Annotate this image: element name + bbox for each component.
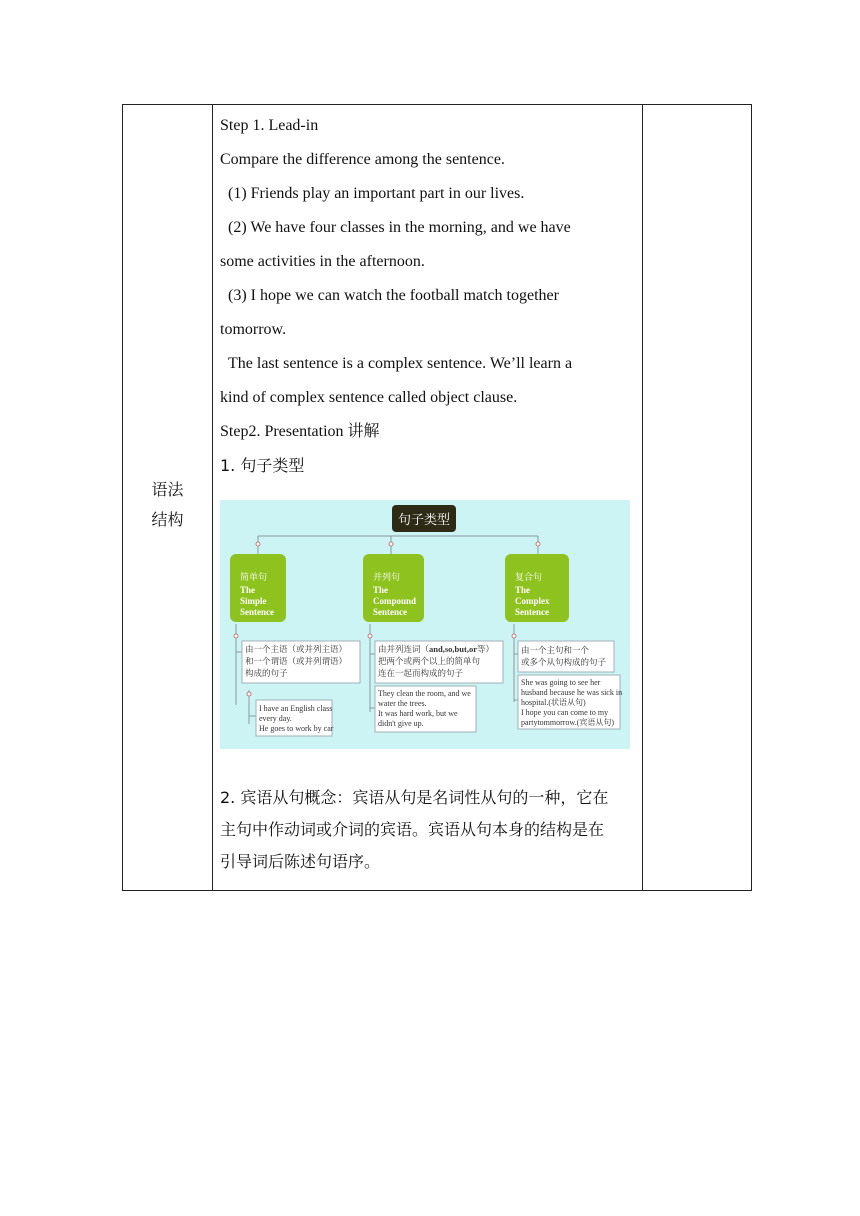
- complex-example-line: husband because he was sick in: [521, 688, 623, 697]
- complex-sentence-note: The last sentence is a complex sentence. We’ll learn a: [228, 355, 573, 372]
- section-label: [123, 475, 212, 535]
- complex-definition-line: 或多个从句构成的句子: [521, 658, 607, 668]
- complex-example-line: She was going to see her: [521, 678, 601, 687]
- example-sentence-3: (3) I hope we can watch the football match together: [228, 287, 559, 304]
- definition-line: 引导词后陈述句语序。: [220, 852, 381, 871]
- example-sentence-2: (2) We have four classes in the morning, and we have: [228, 219, 571, 236]
- complex-example-line: partytommorrow.(宾语从句): [521, 718, 615, 727]
- complex-node-en: The: [515, 585, 531, 595]
- compound-definition-line: 连在一起而构成的句子: [378, 669, 464, 679]
- sentence-types-diagram: [220, 500, 630, 749]
- complex-sentence-note-cont: kind of complex sentence called object clause.: [220, 389, 518, 406]
- step2-title: Step2. Presentation 讲解: [220, 423, 380, 440]
- simple-node-en: Simple: [240, 596, 267, 606]
- simple-definition-line: 和一个谓语（或并列谓语）: [245, 657, 348, 667]
- lesson-content: [220, 109, 635, 483]
- definition-line: 主句中作动词或介词的宾语。宾语从句本身的结构是在: [220, 820, 605, 839]
- step1-title: Step 1. Lead-in: [220, 117, 319, 134]
- column-divider: [642, 105, 643, 890]
- simple-definition-line: 由一个主语（或并列主语）: [245, 645, 348, 655]
- example-sentence-1: (1) Friends play an important part in our lives.: [228, 185, 525, 202]
- column-divider: [212, 105, 213, 890]
- example-sentence-3-cont: tomorrow.: [220, 321, 287, 338]
- compound-example-line: It was hard work, but we: [378, 709, 458, 718]
- root-node-label: 句子类型: [397, 513, 451, 528]
- complex-example-line: hospital.(状语从句): [521, 698, 586, 707]
- simple-example-line: He goes to work by car: [259, 724, 334, 733]
- section-label-line: 结构: [151, 510, 184, 529]
- compare-instruction: Compare the difference among the sentence.: [220, 151, 505, 168]
- simple-node-zh: 简单句: [240, 573, 268, 583]
- item-1-sentence-types: 1. 句子类型: [220, 456, 305, 475]
- compound-node-zh: 并列句: [373, 573, 401, 583]
- lesson-table: [122, 104, 752, 891]
- complex-node-en: Complex: [515, 596, 550, 606]
- definition-line: 2. 宾语从句概念：宾语从句是名词性从句的一种，它在: [220, 788, 609, 807]
- section-label-cell: [123, 105, 212, 890]
- compound-definition-conjunctions: and,so,but,or: [429, 644, 477, 654]
- compound-node-en: Compound: [373, 596, 417, 606]
- compound-node-en: The: [373, 585, 389, 595]
- complex-node-zh: 复合句: [515, 573, 543, 583]
- compound-node-en: Sentence: [373, 607, 407, 617]
- simple-node-en: Sentence: [240, 607, 274, 617]
- section-label-line: 语法: [151, 480, 184, 499]
- compound-example-line: didn't give up.: [378, 719, 424, 728]
- complex-node-en: Sentence: [515, 607, 549, 617]
- simple-node-en: The: [240, 585, 256, 595]
- compound-definition-line: 把两个或两个以上的简单句: [378, 657, 481, 667]
- object-clause-definition: [220, 782, 634, 878]
- compound-example-line: water the trees.: [378, 699, 427, 708]
- compound-definition-line: [378, 644, 494, 655]
- sentence-types-mindmap: [220, 500, 630, 749]
- complex-example-line: I hope you can come to my: [521, 708, 609, 717]
- compound-definition-part: 由并列连词（: [378, 645, 430, 655]
- compound-definition-part: 等）: [476, 645, 494, 655]
- compound-example-line: They clean the room, and we: [378, 689, 471, 698]
- simple-definition-line: 构成的句子: [245, 669, 288, 679]
- example-sentence-2-cont: some activities in the afternoon.: [220, 253, 425, 270]
- simple-example-line: every day.: [259, 714, 292, 723]
- complex-definition-line: 由一个主句和一个: [521, 646, 590, 656]
- simple-example-line: I have an English class: [259, 704, 333, 713]
